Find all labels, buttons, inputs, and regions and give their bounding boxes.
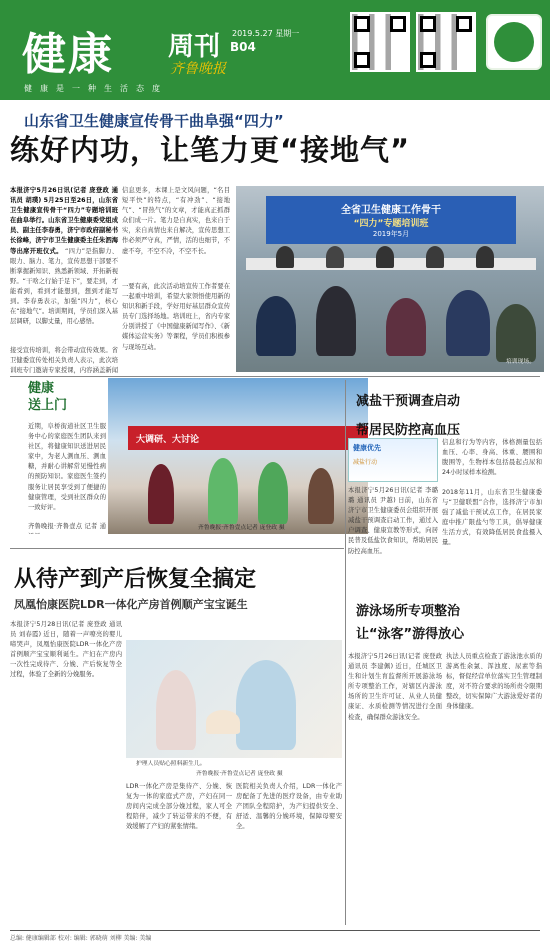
home-visit-text: 近期，阜桥街道社区卫生服务中心的家庭医生团队来到社区，将健康知识送进居民家中，为老人测血压、测血糖，并耐心讲解常见慢性病的预防知识。家庭医生签约服务让居民享受到了便捷的健康管理，受到社区群众的一致好评。 xyxy=(28,423,106,511)
salt-reduction-title xyxy=(356,390,546,438)
ldr-column-2: LDR一体化产房是集待产、分娩、恢复为一体的家庭式产房，产妇在同一房间内完成全部分娩过程，家人可全程陪伴，减少了转运带来的不便，有效缓解了产妇的紧张情绪。 xyxy=(126,783,232,831)
ldr-headline: 从待产到产后恢复全搞定 xyxy=(14,567,257,592)
qr-code-icon xyxy=(350,12,410,72)
section-divider xyxy=(10,548,344,549)
swimming-title xyxy=(356,600,546,642)
poster-title: 健康优先 xyxy=(353,444,381,452)
poster-subtitle: 减盐行动 xyxy=(353,459,378,466)
home-visit-title-1: 健康 xyxy=(28,381,55,396)
salt-reduction-text-1: 本报济宁5月26日讯(记者 李璐璐 通讯员 尹越) 日前，山东省济宁市卫生健康委员会组织开展减盐干预调查启动工作，通过入户调查、健康宣教等形式，向居民普及低盐饮食知识，帮助居民防控高血压。 xyxy=(348,487,438,555)
lead-byline: 本报济宁5月26日讯(记者 庞登政 通讯员 胡璞) 5月25日至26日，山东省卫生健康宣传骨干“四力”专题培训班在曲阜举行。山东省卫生健康委党组成员、副主任李春勇，济宁市政府副秘书长徐峰，济宁市卫生健康委主任朱泗海等出席开班仪式。 xyxy=(10,187,118,255)
salt-reduction-title-1: 减盐干预调查启动 xyxy=(356,394,461,409)
lead-kicker: 山东省卫生健康宣传骨干曲阜强“四力” xyxy=(24,112,284,130)
masthead-title: 健康 xyxy=(22,29,114,80)
masthead-slogan: 健康是一种生活态度 xyxy=(24,84,168,93)
training-photo xyxy=(236,186,544,372)
ldr-photo-caption-1: 护理人员贴心照料新生儿。 xyxy=(136,761,206,767)
lead-column-2: 信息更多，本课上是文风问题，“名目短平快”的特点，“有冲劲”、“接地气”、“冒热气”的文章，才能真正抓群众们成一片。笔力是自真实，也来自于实，来自真情也来自解决，宣传思想工作必须严守真，严情，活的也细节，不虚不夸，不空不冷，不空不长。 xyxy=(122,187,230,255)
home-visit-photo-caption: 齐鲁晚报·齐鲁壹点记者 庞登政 摄 xyxy=(198,525,285,531)
lead-column-1 xyxy=(10,186,118,344)
qr-code-icon xyxy=(416,12,476,72)
training-photo-caption: 培训现场。 xyxy=(506,359,535,365)
stage-title-2: “四力”专题培训班 xyxy=(353,219,429,229)
ldr-photo-caption-2: 齐鲁晚报·齐鲁壹点记者 庞登政 摄 xyxy=(196,771,283,777)
home-visit-title-2: 送上门 xyxy=(28,398,68,413)
salt-reduction-text-3: 2018年11月，山东省卫生健康委与“卫健联盟”合作，选择济宁市加强了减盐干预试点工作，在居民家庭中推广限盐勺等工具，倡导健康生活方式，有效降低居民食盐摄入量。 xyxy=(442,489,542,547)
swimming-title-2: 让“泳客”游得放心 xyxy=(356,627,465,642)
masthead-weekly: 周刊 xyxy=(168,32,221,62)
app-logo-icon xyxy=(486,14,542,70)
swimming-title-1: 游泳场所专项整治 xyxy=(356,604,461,619)
page-footer: 总编: 健康编辑部 校对: 编辑: 郭晓萌 刘柳 美编: 美编 xyxy=(10,930,540,942)
home-visit-photo xyxy=(108,378,368,534)
masthead-date: 2019.5.27 星期一 xyxy=(232,29,300,38)
swimming-text-2: 执法人员重点检查了游泳池水质的游离性余氯、浑浊度、尿素等指标，督促经营单位落实卫生管理制度，对不符合要求的场所责令限期整改，切实保障广大游泳爱好者的身体健康。 xyxy=(446,653,542,711)
lead-column-3: 一要有高，此次活动培宣传工作者要在一起重中培训，希望大家领悟使用新的知识和新手段，学好用好基层群众宣传员专门选择场地。培训班上，省内专家分别讲授了《中国健康新闻写作》、《新媒体运营实务》等课程，学员们积极参与现场互动。 xyxy=(122,283,230,351)
salt-reduction-title-2: 帮居民防控高血压 xyxy=(356,423,461,438)
ldr-column-1: 本报济宁5月28日讯(记者 庞登政 通讯员 刘春霞) 近日，随着一声嘹亮的婴儿啼哭声，凤凰怡康医院LDR一体化产房首例顺产宝宝顺利诞生。产妇在产房内一次性完成待产、分娩、产后恢复等全过程，体验了全新的分娩服务。 xyxy=(10,621,122,679)
ldr-photo xyxy=(126,640,342,758)
red-banner-text: 大调研、大讨论 xyxy=(136,435,200,445)
masthead-page-number: B04 xyxy=(230,40,256,54)
column-divider xyxy=(345,380,346,925)
home-visit-byline: 齐鲁晚报·齐鲁壹点 记者 通 xyxy=(28,523,106,530)
masthead-brand: 齐鲁晚报 xyxy=(170,61,226,77)
lead-headline: 练好内功，让笔力更“接地气” xyxy=(10,133,411,167)
section-divider xyxy=(10,376,540,377)
stage-title-1: 全省卫生健康工作骨干 xyxy=(341,205,441,216)
stage-backdrop xyxy=(266,196,516,244)
red-banner xyxy=(128,426,368,450)
swimming-text-1: 本报济宁5月26日讯(记者 庞登政 通讯员 李建佩) 近日，任城区卫生和计划生育监督所开展游泳场所专项整治工作，对辖区内游泳场所的卫生许可证、从业人员健康证、水质检测等情况进行全面检查，确保群众游泳安全。 xyxy=(348,653,442,721)
salt-reduction-text-2: 信息和行为等内容，体格测量包括血压、心率、身高、体重、腰围和腹围等，生物样本包括晨起点尿和24小时尿样本检测。 xyxy=(442,439,542,477)
salt-reduction-poster xyxy=(348,438,438,482)
lead-body-1: “四力”是指脚力、眼力、脑力、笔力，宣传思想干部要不断掌握新知识、熟悉新领域、开拓新视野。“干啥之行始于足下”，要走到，才能看到，看到才能想到，想到才能写到。李春勇表示，加强“四力”，核心在“接地气”。培训期间，学员们深入基层调研，以脚丈量，用心感悟。 xyxy=(10,247,118,326)
home-visit-title xyxy=(28,380,108,418)
lead-column-1b: 接受宣传培训，将会带动宣传效果。省卫健委宣传处相关负责人表示，此次培训班专门邀请专家授课，内容涵盖新闻 xyxy=(10,347,118,375)
ldr-subhead: 凤凰怡康医院LDR一体化产房首例顺产宝宝诞生 xyxy=(14,598,248,611)
stage-title-3: 2019年5月 xyxy=(372,230,410,238)
masthead xyxy=(0,0,550,100)
ldr-column-3: 医院相关负责人介绍，LDR一体化产房配备了先进的医疗设备，由专业助产团队全程陪护，为产妇提供安全、舒适、温馨的分娩环境，保障母婴安全。 xyxy=(236,783,342,831)
